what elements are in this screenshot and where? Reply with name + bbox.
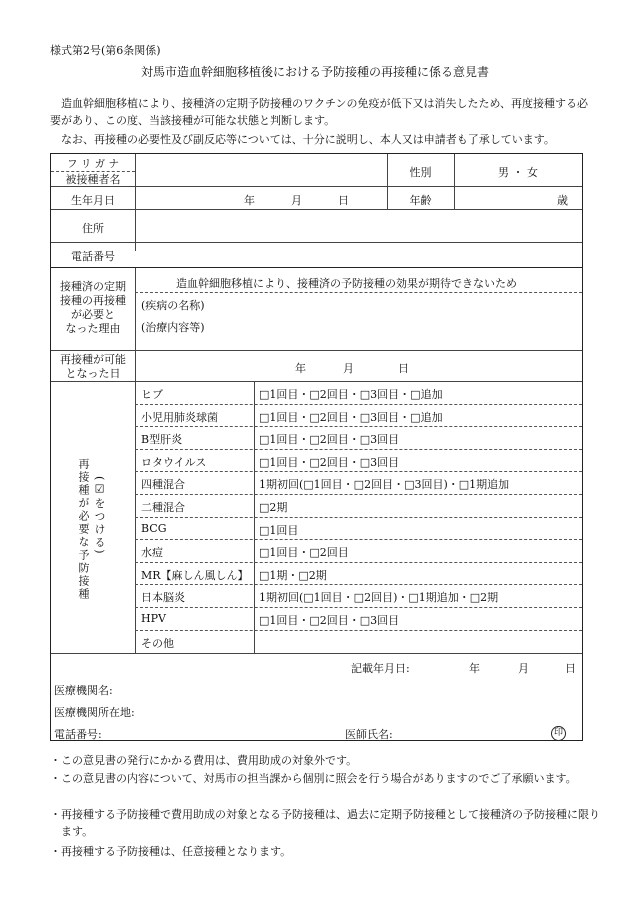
note-bullet: ・	[50, 754, 61, 767]
entry-month: 月	[518, 662, 529, 675]
note-item	[50, 752, 601, 769]
vaccine-dose-checkboxes[interactable]: □1回目	[259, 523, 299, 537]
age-label: 年齢	[409, 194, 432, 207]
divider	[454, 154, 455, 209]
furigana-label: フ リ ガ ナ	[66, 158, 119, 170]
vaccine-name: その他	[141, 636, 174, 650]
birth-year: 年	[244, 194, 255, 207]
vaccine-dose-checkboxes[interactable]: □1回目・□2回目・□3回目	[259, 614, 400, 627]
vaccine-name: 水痘	[141, 546, 163, 560]
vaccine-dose-checkboxes[interactable]: □1回目・□2回目・□3回目・□追加	[259, 410, 443, 424]
document-title: 対馬市造血幹細胞移植後における予防接種の再接種に係る意見書	[140, 65, 489, 79]
vaccine-dose-checkboxes[interactable]: □1回目・□2回目・□3回目	[259, 455, 400, 469]
vaccine-dose-checkboxes[interactable]: □1回目・□2回目・□3回目	[259, 433, 400, 447]
divider	[135, 630, 582, 631]
note-text: 再接種する予防接種は、任意接種となります。	[61, 845, 292, 858]
divider	[135, 494, 582, 495]
entry-day: 日	[565, 662, 576, 675]
note-bullet: ・	[50, 772, 61, 785]
disease-name-label: (疾病の名称)	[141, 299, 205, 312]
note-item	[50, 843, 601, 860]
vaccine-name: 日本脳炎	[141, 591, 185, 605]
note-text: この意見書の内容について、対馬市の担当課から個別に照会を行う場合がありますのでご了承願います。	[61, 772, 577, 785]
vaccine-dose-checkboxes[interactable]: □1回目・□2回目	[259, 546, 349, 560]
vaccine-dose-checkboxes[interactable]: □1回目・□2回目・□3回目・□追加	[259, 388, 443, 401]
institution-label: 医療機関名:	[54, 684, 113, 697]
divider	[135, 517, 582, 518]
reason-statement: 造血幹細胞移植により、接種済の予防接種の効果が期待できないため	[176, 277, 517, 290]
birth-label: 生年月日	[71, 194, 115, 207]
phone-label: 電話番号	[71, 250, 115, 263]
vaccine-dose-checkboxes[interactable]: □1期・□2期	[259, 568, 327, 582]
vaccine-name: B型肝炎	[141, 433, 183, 447]
divider	[51, 267, 582, 268]
possible-day: 日	[398, 362, 409, 375]
vaccines-side-note: (☑をつける)	[93, 476, 106, 556]
institution-address-label: 医療機関所在地:	[54, 706, 135, 719]
vaccine-name: MR【麻しん風しん】	[141, 568, 249, 582]
divider	[135, 426, 582, 427]
doctor-name-label: 医師氏名:	[345, 728, 393, 741]
sex-label: 性別	[409, 166, 432, 179]
divider	[135, 562, 582, 563]
birth-day: 日	[338, 194, 349, 207]
possible-date-label: 再接種が可能 となった日	[60, 353, 126, 380]
divider	[135, 404, 582, 405]
institution-phone-label: 電話番号:	[54, 728, 102, 741]
vaccine-name: HPV	[141, 612, 166, 625]
divider	[135, 539, 582, 540]
opinion-form-table	[50, 153, 583, 741]
note-item	[50, 806, 601, 840]
entry-date-label: 記載年月日:	[351, 662, 410, 675]
vaccine-name: 二種混合	[141, 501, 185, 514]
name-label: 被接種者名	[65, 173, 121, 186]
vaccines-side-label: 再接種が必要な予防接種	[77, 458, 90, 601]
note-text: この意見書の発行にかかる費用は、費用助成の対象外です。	[61, 754, 358, 767]
vaccine-dose-checkboxes[interactable]: 1期初回(□1回目・□2回目)・□1期追加・□2期	[259, 591, 499, 605]
possible-month: 月	[343, 362, 354, 375]
note-bullet: ・	[50, 845, 61, 858]
divider	[51, 209, 582, 210]
vaccine-name: BCG	[141, 521, 167, 535]
divider	[51, 381, 582, 382]
divider	[135, 449, 582, 450]
divider	[135, 292, 582, 293]
entry-year: 年	[469, 662, 480, 675]
divider	[135, 268, 136, 653]
vaccine-name: 小児用肺炎球菌	[141, 410, 218, 424]
divider	[135, 584, 582, 585]
vaccine-name: ヒブ	[141, 388, 163, 401]
note-text: 再接種する予防接種で費用助成の対象となる予防接種は、過去に定期予防接種として接種済の予防接種に限ります。	[61, 808, 600, 838]
birth-month: 月	[291, 194, 302, 207]
intro-paragraph-1: 造血幹細胞移植により、接種済の定期予防接種のワクチンの免疫が低下又は消失したため、再度接種する必要があり、この度、当該接種が可能な状態と判断します。	[50, 97, 589, 127]
form-number: 様式第2号(第6条関係)	[50, 44, 161, 57]
possible-year: 年	[295, 362, 306, 375]
address-label: 住所	[82, 222, 104, 235]
vaccine-dose-checkboxes[interactable]: □2期	[259, 501, 288, 514]
divider	[135, 154, 136, 251]
divider	[51, 242, 582, 243]
divider	[51, 350, 582, 351]
treatment-label: (治療内容等)	[141, 321, 205, 334]
note-bullet: ・	[50, 808, 61, 821]
divider	[135, 471, 582, 472]
intro-paragraph-2: なお、再接種の必要性及び副反応等については、十分に説明し、本人又は申請者も了承しています。	[61, 133, 555, 146]
divider	[135, 607, 582, 608]
vaccine-dose-checkboxes[interactable]: 1期初回(□1回目・□2回目・□3回目)・□1期追加	[259, 478, 510, 492]
reason-label: 接種済の定期 接種の再接種 が必要と なった理由	[60, 280, 126, 335]
vaccine-name: 四種混合	[141, 478, 185, 492]
seal-icon: 印	[551, 726, 566, 741]
vaccine-name: ロタウイルス	[141, 455, 207, 469]
divider	[254, 381, 255, 653]
sex-options[interactable]: 男 ・ 女	[498, 166, 538, 179]
age-unit: 歳	[557, 194, 568, 207]
seal-mark	[551, 725, 566, 741]
note-item	[50, 770, 601, 787]
divider	[51, 653, 582, 654]
